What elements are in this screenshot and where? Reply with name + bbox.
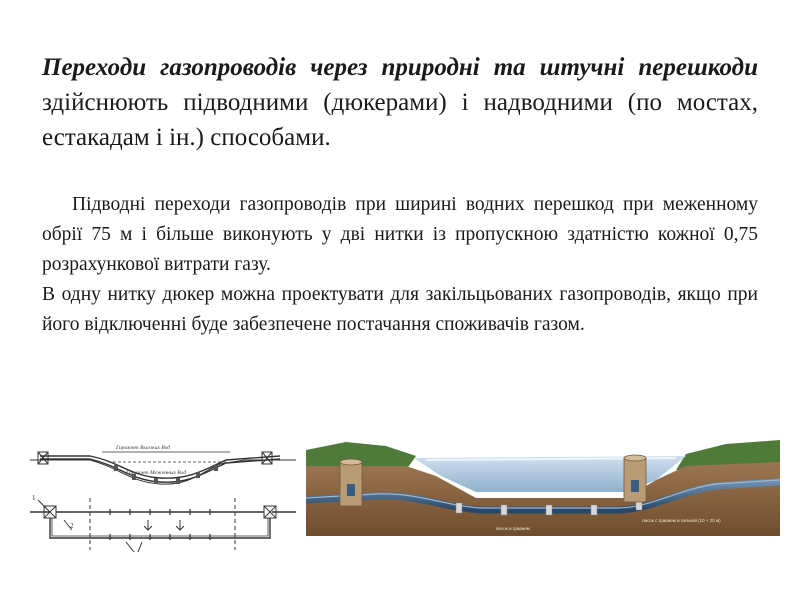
caption-bottom: песок и гравием	[496, 526, 530, 531]
intro-lead-phrase: Переходи газопроводів через природні та штучні перешкоди	[42, 54, 758, 81]
paragraph-two-threads: Підводні переходи газопроводів при ширині водних перешкод при меженному обрії 75 м і більше виконують у дві нитки із пропускною здатністю кожної 0,75 розрахункової витрати газу.	[42, 194, 758, 275]
body-text	[42, 190, 758, 340]
high-water-label: Горизонт Высоких Вод	[116, 445, 171, 451]
crossing-illustration	[306, 436, 780, 536]
intro-rest-text: здійснюють підводними (дюкерами) і надводними (по мостах, естакадам і ін.) способами.	[42, 89, 758, 151]
low-water-label: Горизонт Меженных Вод	[126, 470, 187, 476]
left-valve-well	[340, 459, 362, 506]
paragraph-single-thread: В одну нитку дюкер можна проектувати для закільцьованих газопроводів, якщо при його відключенні буде забезпечене постачання споживачів газом.	[42, 284, 758, 335]
right-valve-well	[624, 455, 646, 502]
crossing-schematic	[30, 438, 296, 556]
marker-2: 2	[70, 522, 74, 530]
intro-paragraph	[42, 50, 758, 155]
marker-1: 1	[32, 494, 36, 502]
caption-right: лесок с гравием и галькой (10 + 20 м)	[642, 518, 721, 523]
